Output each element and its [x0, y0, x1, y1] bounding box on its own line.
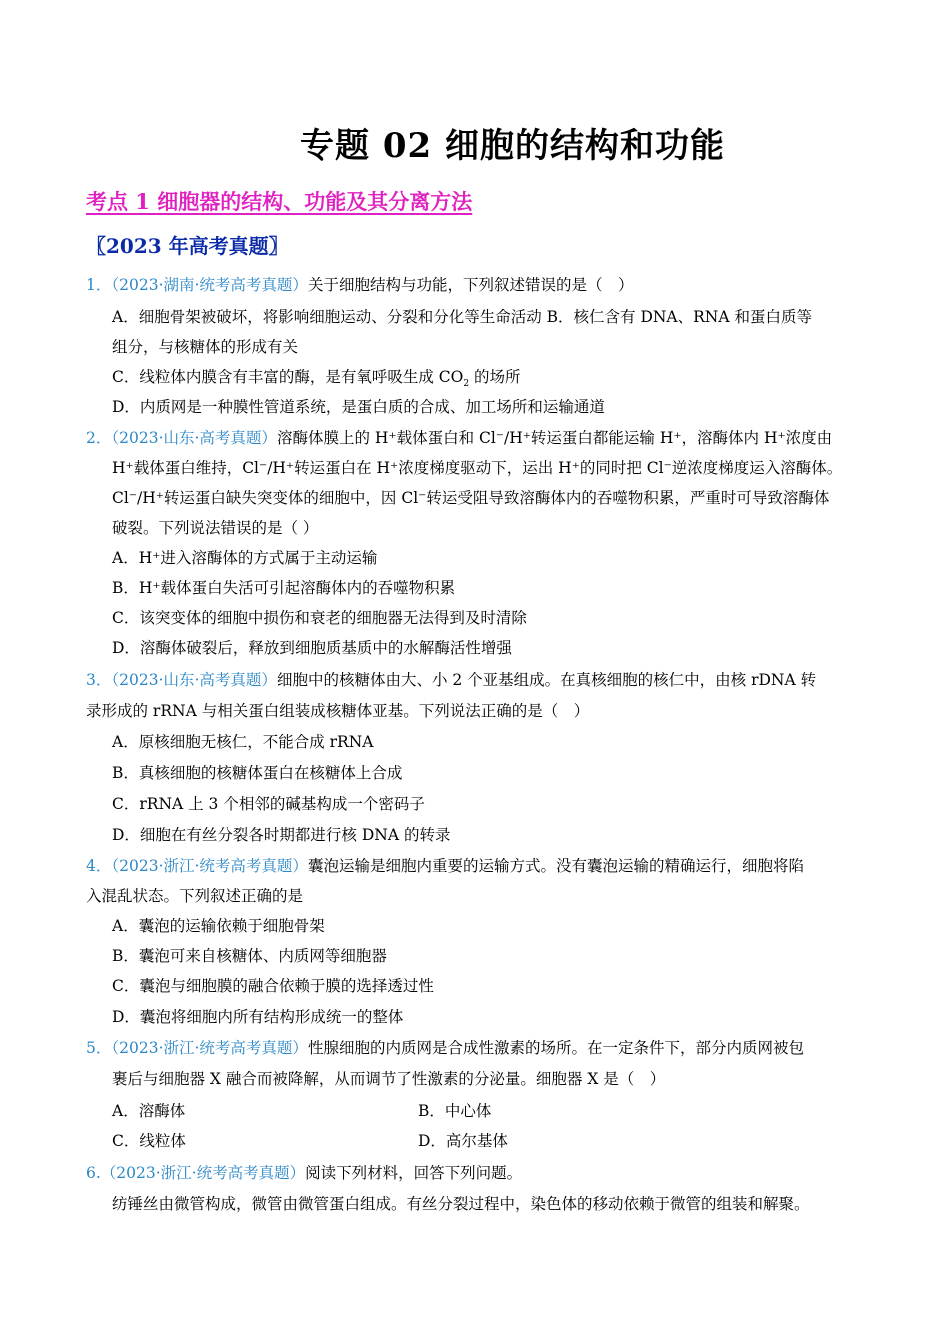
option-a: A．原核细胞无核仁，不能合成 rRNA — [112, 733, 374, 751]
question-text: 囊泡运输是细胞内重要的运输方式。没有囊泡运输的精确运行，细胞将陷 — [307, 857, 804, 875]
question-2-line-3: Cl⁻/H⁺转运蛋白缺失突变体的细胞中，因 Cl⁻转运受阻导致溶酶体内的吞噬物积累，严重时可导致溶酶体 — [112, 489, 830, 507]
option-c — [112, 362, 521, 392]
question-text: 性腺细胞的内质网是合成性激素的场所。在一定条件下，部分内质网被包 — [307, 1039, 804, 1057]
option-a: A．囊泡的运输依赖于细胞骨架 — [112, 917, 325, 935]
question-2-line-2: H⁺载体蛋白维持，Cl⁻/H⁺转运蛋白在 H⁺浓度梯度驱动下，运出 H⁺的同时把 Cl⁻逆浓度梯度运入溶酶体。 — [112, 459, 843, 477]
question-5-stem — [86, 1033, 864, 1063]
option-c: C．囊泡与细胞膜的融合依赖于膜的选择透过性 — [112, 977, 434, 995]
subscript: 2 — [463, 379, 470, 390]
page-title: 专题 02 细胞的结构和功能 — [300, 126, 725, 166]
question-2-line-4: 破裂。下列说法错误的是（ ） — [112, 519, 319, 537]
question-number: 4． — [86, 857, 112, 875]
question-4-stem — [86, 851, 864, 881]
option-c: C．线粒体 — [112, 1132, 186, 1150]
option-b: B．中心体 — [418, 1102, 492, 1120]
option-b: B．H⁺载体蛋白失活可引起溶酶体内的吞噬物积累 — [112, 579, 456, 597]
option-d: D．溶酶体破裂后，释放到细胞质基质中的水解酶活性增强 — [112, 639, 512, 657]
option-d: D．高尔基体 — [418, 1132, 508, 1150]
question-text: 溶酶体膜上的 H⁺载体蛋白和 Cl⁻/H⁺转运蛋白都能运输 H⁺，溶酶体内 H⁺浓度由 — [276, 429, 833, 447]
question-number: 6. — [86, 1164, 101, 1182]
question-number: 2． — [86, 429, 112, 447]
option-c-text: C．线粒体内膜含有丰富的酶，是有氧呼吸生成 CO — [112, 368, 464, 386]
year-heading: 〖2023 年高考真题〗 — [86, 234, 289, 258]
question-4-line-2: 入混乱状态。下列叙述正确的是 — [86, 887, 304, 905]
question-6-material: 纺锤丝由微管构成，微管由微管蛋白组成。有丝分裂过程中，染色体的移动依赖于微管的组装和解聚。 — [112, 1195, 810, 1213]
option-c: C．rRNA 上 3 个相邻的碱基构成一个密码子 — [112, 795, 425, 813]
option-d: D．囊泡将细胞内所有结构形成统一的整体 — [112, 1008, 404, 1026]
question-source: （2023·浙江·统考高考真题） — [111, 1039, 308, 1057]
question-number: 5． — [86, 1039, 112, 1057]
option-a-continued: 组分，与核糖体的形成有关 — [112, 338, 299, 356]
question-5-line-2: 裹后与细胞器 X 融合而被降解，从而调节了性激素的分泌量。细胞器 X 是（ ） — [112, 1070, 666, 1088]
question-6-stem — [86, 1158, 864, 1188]
option-b: B．囊泡可来自核糖体、内质网等细胞器 — [112, 947, 387, 965]
question-source: （2023·浙江·统考高考真题） — [100, 1164, 306, 1182]
question-2-stem — [86, 423, 864, 453]
option-d: D．细胞在有丝分裂各时期都进行核 DNA 的转录 — [112, 826, 451, 844]
question-text: 阅读下列材料，回答下列问题。 — [305, 1164, 523, 1182]
question-3-stem — [86, 665, 864, 695]
question-1-stem — [86, 270, 864, 300]
section-heading-text: 考点 1 细胞器的结构、功能及其分离方法 — [86, 189, 473, 214]
option-d: D．内质网是一种膜性管道系统，是蛋白质的合成、加工场所和运输通道 — [112, 398, 605, 416]
option-a: A．H⁺进入溶酶体的方式属于主动运输 — [112, 549, 378, 567]
section-heading — [86, 186, 486, 216]
question-number: 3． — [86, 671, 112, 689]
question-source: （2023·山东·高考真题） — [111, 429, 277, 447]
option-a: A．细胞骨架被破坏，将影响细胞运动、分裂和分化等生命活动 B．核仁含有 DNA、RNA 和蛋白质等 — [112, 308, 812, 326]
question-source: （2023·浙江·统考高考真题） — [111, 857, 308, 875]
option-c-text-end: 的场所 — [469, 368, 521, 386]
option-b: B．真核细胞的核糖体蛋白在核糖体上合成 — [112, 764, 403, 782]
question-text: 关于细胞结构与功能，下列叙述错误的是（ ） — [307, 276, 634, 294]
option-c: C．该突变体的细胞中损伤和衰老的细胞器无法得到及时清除 — [112, 609, 527, 627]
question-3-line-2: 录形成的 rRNA 与相关蛋白组装成核糖体亚基。下列说法正确的是（ ） — [86, 702, 590, 720]
question-source: （2023·湖南·统考高考真题） — [111, 276, 308, 294]
question-source: （2023·山东·高考真题） — [111, 671, 277, 689]
question-text: 细胞中的核糖体由大、小 2 个亚基组成。在真核细胞的核仁中，由核 rDNA 转 — [276, 671, 817, 689]
question-number: 1． — [86, 276, 112, 294]
option-a: A．溶酶体 — [112, 1102, 186, 1120]
